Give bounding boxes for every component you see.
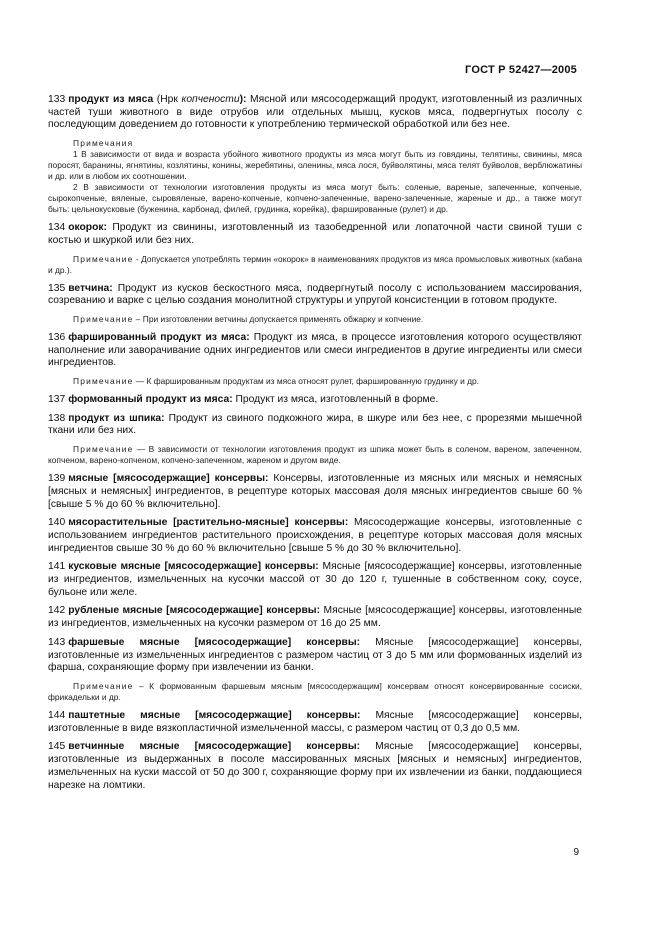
term-number: 144 [48, 709, 66, 721]
note-label: Примечание [73, 376, 134, 387]
note-header: Примечания [73, 138, 134, 149]
term-suffix: (Нрк [153, 94, 182, 105]
standard-header: ГОСТ Р 52427—2005 [465, 64, 577, 76]
term-entry-140 [48, 517, 582, 555]
note-text: — К фаршированным продуктам из мяса относят рулет, фаршированную грудинку и др. [133, 376, 480, 387]
term-entry-143 [48, 637, 582, 675]
term-number: 133 [48, 94, 66, 105]
term-number: 135 [48, 282, 66, 294]
term-number: 138 [48, 412, 66, 424]
term-entry-136 [48, 332, 582, 370]
term-title: рубленые мясные [мясосодержащие] консервы: [68, 605, 321, 617]
term-entry-141 [48, 561, 582, 599]
term-definition: Мясные [мясосодержащие] консервы, изготовленные в виде вязкопластичной измельченной массы, с размером частиц от 0,3 до 0,5 мм. [48, 709, 582, 734]
note-143 [48, 681, 582, 703]
term-definition: Мясные [мясосодержащие] консервы, изготовленные из ингредиентов, измельченных на кусочки размером от 16 до 25 мм. [48, 605, 582, 630]
term-definition: Продукт из свиного подкожного жира, в шкуре или без нее, с прорезями мышечной ткани или без них. [48, 412, 582, 437]
term-suffix-end: ): [239, 94, 251, 105]
term-title: ветчина: [68, 282, 113, 294]
term-entry-133 [48, 94, 582, 132]
note-138 [48, 444, 582, 466]
note-135 [48, 314, 582, 325]
term-title: продукт из шпика: [68, 412, 165, 424]
term-title: кусковые мясные [мясосодержащие] консервы: [68, 561, 319, 573]
term-title: мясные [мясосодержащие] консервы: [68, 473, 269, 485]
note-133 [48, 138, 582, 215]
note-label: Примечание [73, 253, 134, 264]
term-entry-138 [48, 413, 582, 438]
note-text: – К формованным фаршевым мясным [мясосодержащим] консервам относят консервированные сосиски, фрикадельки и др. [48, 680, 582, 702]
note-136 [48, 376, 582, 387]
term-definition: Продукт из мяса, изготовленный в форме. [232, 394, 439, 406]
term-definition: Мясные [мясосодержащие] консервы, изготовленные из ингредиентов, измельченных на кусочки массой от 30 до 120 г, тушенные в собственном соку, соусе, бульоне или желе. [48, 561, 583, 598]
term-definition: Продукт из мяса, в процессе изготовления которого осуществляют наполнение или заворачивание одних ингредиентов или смеси ингредиентов в другие ингредиенты или смеси ингредиентов. [48, 331, 582, 369]
term-title: мясорастительные [растительно-мясные] консервы: [68, 517, 349, 529]
term-definition: Мясной или мясосодержащий продукт, изготовленный из различных частей туши животного в виде отрубов или отдельных мышц, кусков мяса, подвергнутых посолу с последующим доведением до готовности к употреблению термической обработкой или без нее. [48, 94, 582, 131]
term-definition: Мясные [мясосодержащие] консервы, изготовленные из измельченных ингредиентов с размером частиц от 3 до 5 мм или формованных изделий из фарша, сохраняющие форму при извлечении из банки. [48, 636, 582, 674]
note-label: Примечание [73, 680, 134, 691]
term-title: формованный продукт из мяса: [68, 394, 233, 406]
term-definition: Продукт из свинины, изготовленный из тазобедренной или лопаточной части свиной туши с костью и шкуркой или без них. [48, 222, 582, 246]
term-number: 137 [48, 394, 66, 406]
term-definition: Консервы, изготовленные из мясных или мясных и немясных [мясных и немясных] ингредиентов, в рецептуре которых массовая доля мясных ингредиентов свыше 60 % [свыше 5 % до 60 % включительно]. [48, 473, 582, 510]
term-definition: Продукт из кусков бескостного мяса, подвергнутый посолу с использованием массирования, созреванию и варке с целью создания монолитной структуры и упругой консистенции в готовом продукте. [48, 282, 582, 307]
document-body [48, 94, 582, 798]
note-text: - Допускается употреблять термин «окорок» в наименованиях продуктов из мяса промысловых животных (кабана и др.). [48, 253, 582, 275]
term-title: окорок: [68, 222, 107, 234]
term-synonym: копчености [181, 94, 240, 105]
note-text: — В зависимости от технологии изготовления продукт из шпика может быть в соленом, вареном, запеченном, копченом, варено-копченом, копчено-запеченном, жареном и другом виде. [48, 444, 582, 466]
term-number: 136 [48, 331, 66, 343]
term-entry-142 [48, 605, 582, 630]
term-number: 134 [48, 222, 66, 234]
term-entry-145 [48, 741, 582, 792]
term-number: 139 [48, 473, 66, 485]
note-label: Примечание [73, 444, 134, 455]
note-label: Примечание [73, 313, 134, 324]
term-definition: Мясосодержащие консервы, изготовленные с использованием ингредиентов растительного происхождения, в рецептуре которых массовая доля мясных ингредиентов свыше 30 % до 60 % включительно [свыше 5 % до 30 % включительно]. [48, 517, 582, 554]
term-number: 143 [48, 636, 66, 648]
term-title: фаршированный продукт из мяса: [68, 331, 250, 343]
term-number: 141 [48, 561, 66, 573]
term-number: 140 [48, 517, 66, 529]
term-number: 145 [48, 741, 66, 753]
term-title: продукт из мяса [68, 94, 154, 105]
note-134 [48, 254, 582, 276]
note-text: – При изготовлении ветчины допускается применять обжарку и копчение. [133, 313, 424, 324]
term-title: фаршевые мясные [мясосодержащие] консервы: [68, 636, 361, 648]
note-item-2: 2 В зависимости от технологии изготовления продукты из мяса могут быть: соленые, вареные, запеченные, копченые, сырокопченые, вяленые, сыровяленые, варено-копченые, копчено-запеченные, варено-запеченные, жареные и др., а также могут быть: цельнокусковые (буженина, карбонад, филей, грудинка, корейка), фаршированные (рулет) и др. [48, 182, 582, 215]
term-entry-134 [48, 222, 582, 247]
term-entry-137 [48, 394, 582, 407]
term-number: 142 [48, 605, 66, 617]
term-title: паштетные мясные [мясосодержащие] консервы: [68, 709, 361, 721]
term-title: ветчинные мясные [мясосодержащие] консервы: [68, 741, 361, 753]
term-entry-135 [48, 283, 582, 308]
page-number: 9 [573, 847, 579, 858]
term-entry-139 [48, 473, 582, 511]
term-definition: Мясные [мясосодержащие] консервы, изготовленные из выдержанных в посоле массированных мясных [мясных и немясных] ингредиентов, измельченных на куски массой от 50 до 300 г, сохраняющие форму при их извлечении из банки, поддающиеся нарезке на ломтики. [48, 741, 582, 791]
note-item-1: 1 В зависимости от вида и возраста убойного животного продукты из мяса могут быть из говядины, телятины, свинины, мяса поросят, баранины, ягнятины, козлятины, конины, жеребятины, оленины, мяса лося, буйволятины, мяса телят буйволов, верблюжатины и др. или в любом их соотношении. [48, 149, 582, 182]
term-entry-144 [48, 710, 582, 735]
